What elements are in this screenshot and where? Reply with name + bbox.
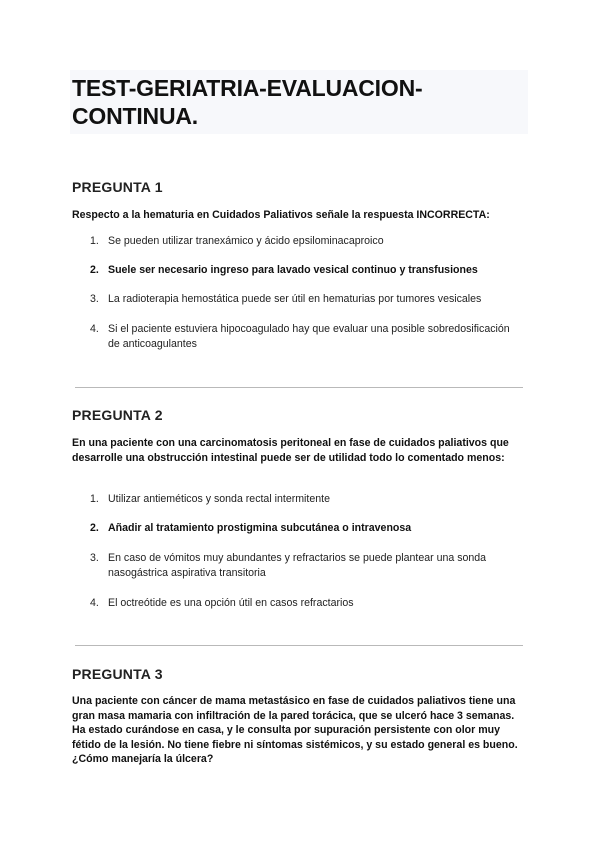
- question-2-text: En una paciente con una carcinomatosis peritoneal en fase de cuidados paliativos que desarrolle una obstrucción intestinal puede ser de utilidad todo lo comentado menos:: [72, 437, 509, 464]
- question-3-heading: PREGUNTA 3: [72, 666, 163, 682]
- option-number: 3.: [90, 552, 99, 564]
- question-1-option-2[interactable]: [90, 263, 520, 278]
- question-2-option-2[interactable]: [90, 521, 520, 536]
- question-1-option-1[interactable]: [90, 234, 520, 249]
- option-number: 2.: [90, 264, 99, 276]
- section-divider: [75, 645, 523, 646]
- question-2-option-1[interactable]: [90, 492, 520, 507]
- question-2-option-3[interactable]: [90, 551, 520, 581]
- document-title: TEST-GERIATRIA-EVALUACION-CONTINUA.: [72, 75, 423, 129]
- question-2-heading: PREGUNTA 2: [72, 407, 163, 423]
- option-number: 4.: [90, 323, 99, 335]
- option-text: La radioterapia hemostática puede ser útil en hematurias por tumores vesicales: [108, 293, 482, 305]
- question-1-option-3[interactable]: [90, 292, 520, 307]
- option-text: Suele ser necesario ingreso para lavado vesical continuo y transfusiones: [108, 264, 478, 276]
- question-1-text: Respecto a la hematuria en Cuidados Paliativos señale la respuesta INCORRECTA:: [72, 209, 490, 221]
- option-text: Si el paciente estuviera hipocoagulado hay que evaluar una posible sobredosificación de anticoagulantes: [108, 323, 510, 350]
- option-text: Se pueden utilizar tranexámico y ácido epsilominacaproico: [108, 235, 384, 247]
- section-divider: [75, 387, 523, 388]
- option-text: En caso de vómitos muy abundantes y refractarios se puede plantear una sonda nasogástrica aspirativa transitoria: [108, 552, 487, 579]
- question-2-option-4[interactable]: [90, 596, 520, 611]
- option-number: 3.: [90, 293, 99, 305]
- question-3-text: Una paciente con cáncer de mama metastásico en fase de cuidados paliativos tiene una gran masa mamaria con infiltración de la pared torácica, que se ulceró hace 3 semanas. Ha estado curándose en casa, y le consulta por supuración persistente con olor muy fétido de la lesión. No tiene fiebre ni síntomas sistémicos, y su estado general es bueno. ¿Cómo manejaría la úlcera?: [72, 695, 518, 765]
- option-number: 1.: [90, 493, 99, 505]
- question-1-option-4[interactable]: [90, 322, 520, 352]
- option-number: 2.: [90, 522, 99, 534]
- option-number: 4.: [90, 597, 99, 609]
- question-1-heading: PREGUNTA 1: [72, 179, 163, 195]
- option-text: Utilizar antieméticos y sonda rectal intermitente: [108, 493, 330, 505]
- option-text: Añadir al tratamiento prostigmina subcutánea o intravenosa: [108, 522, 412, 534]
- option-number: 1.: [90, 235, 99, 247]
- option-text: El octreótide es una opción útil en casos refractarios: [108, 597, 354, 609]
